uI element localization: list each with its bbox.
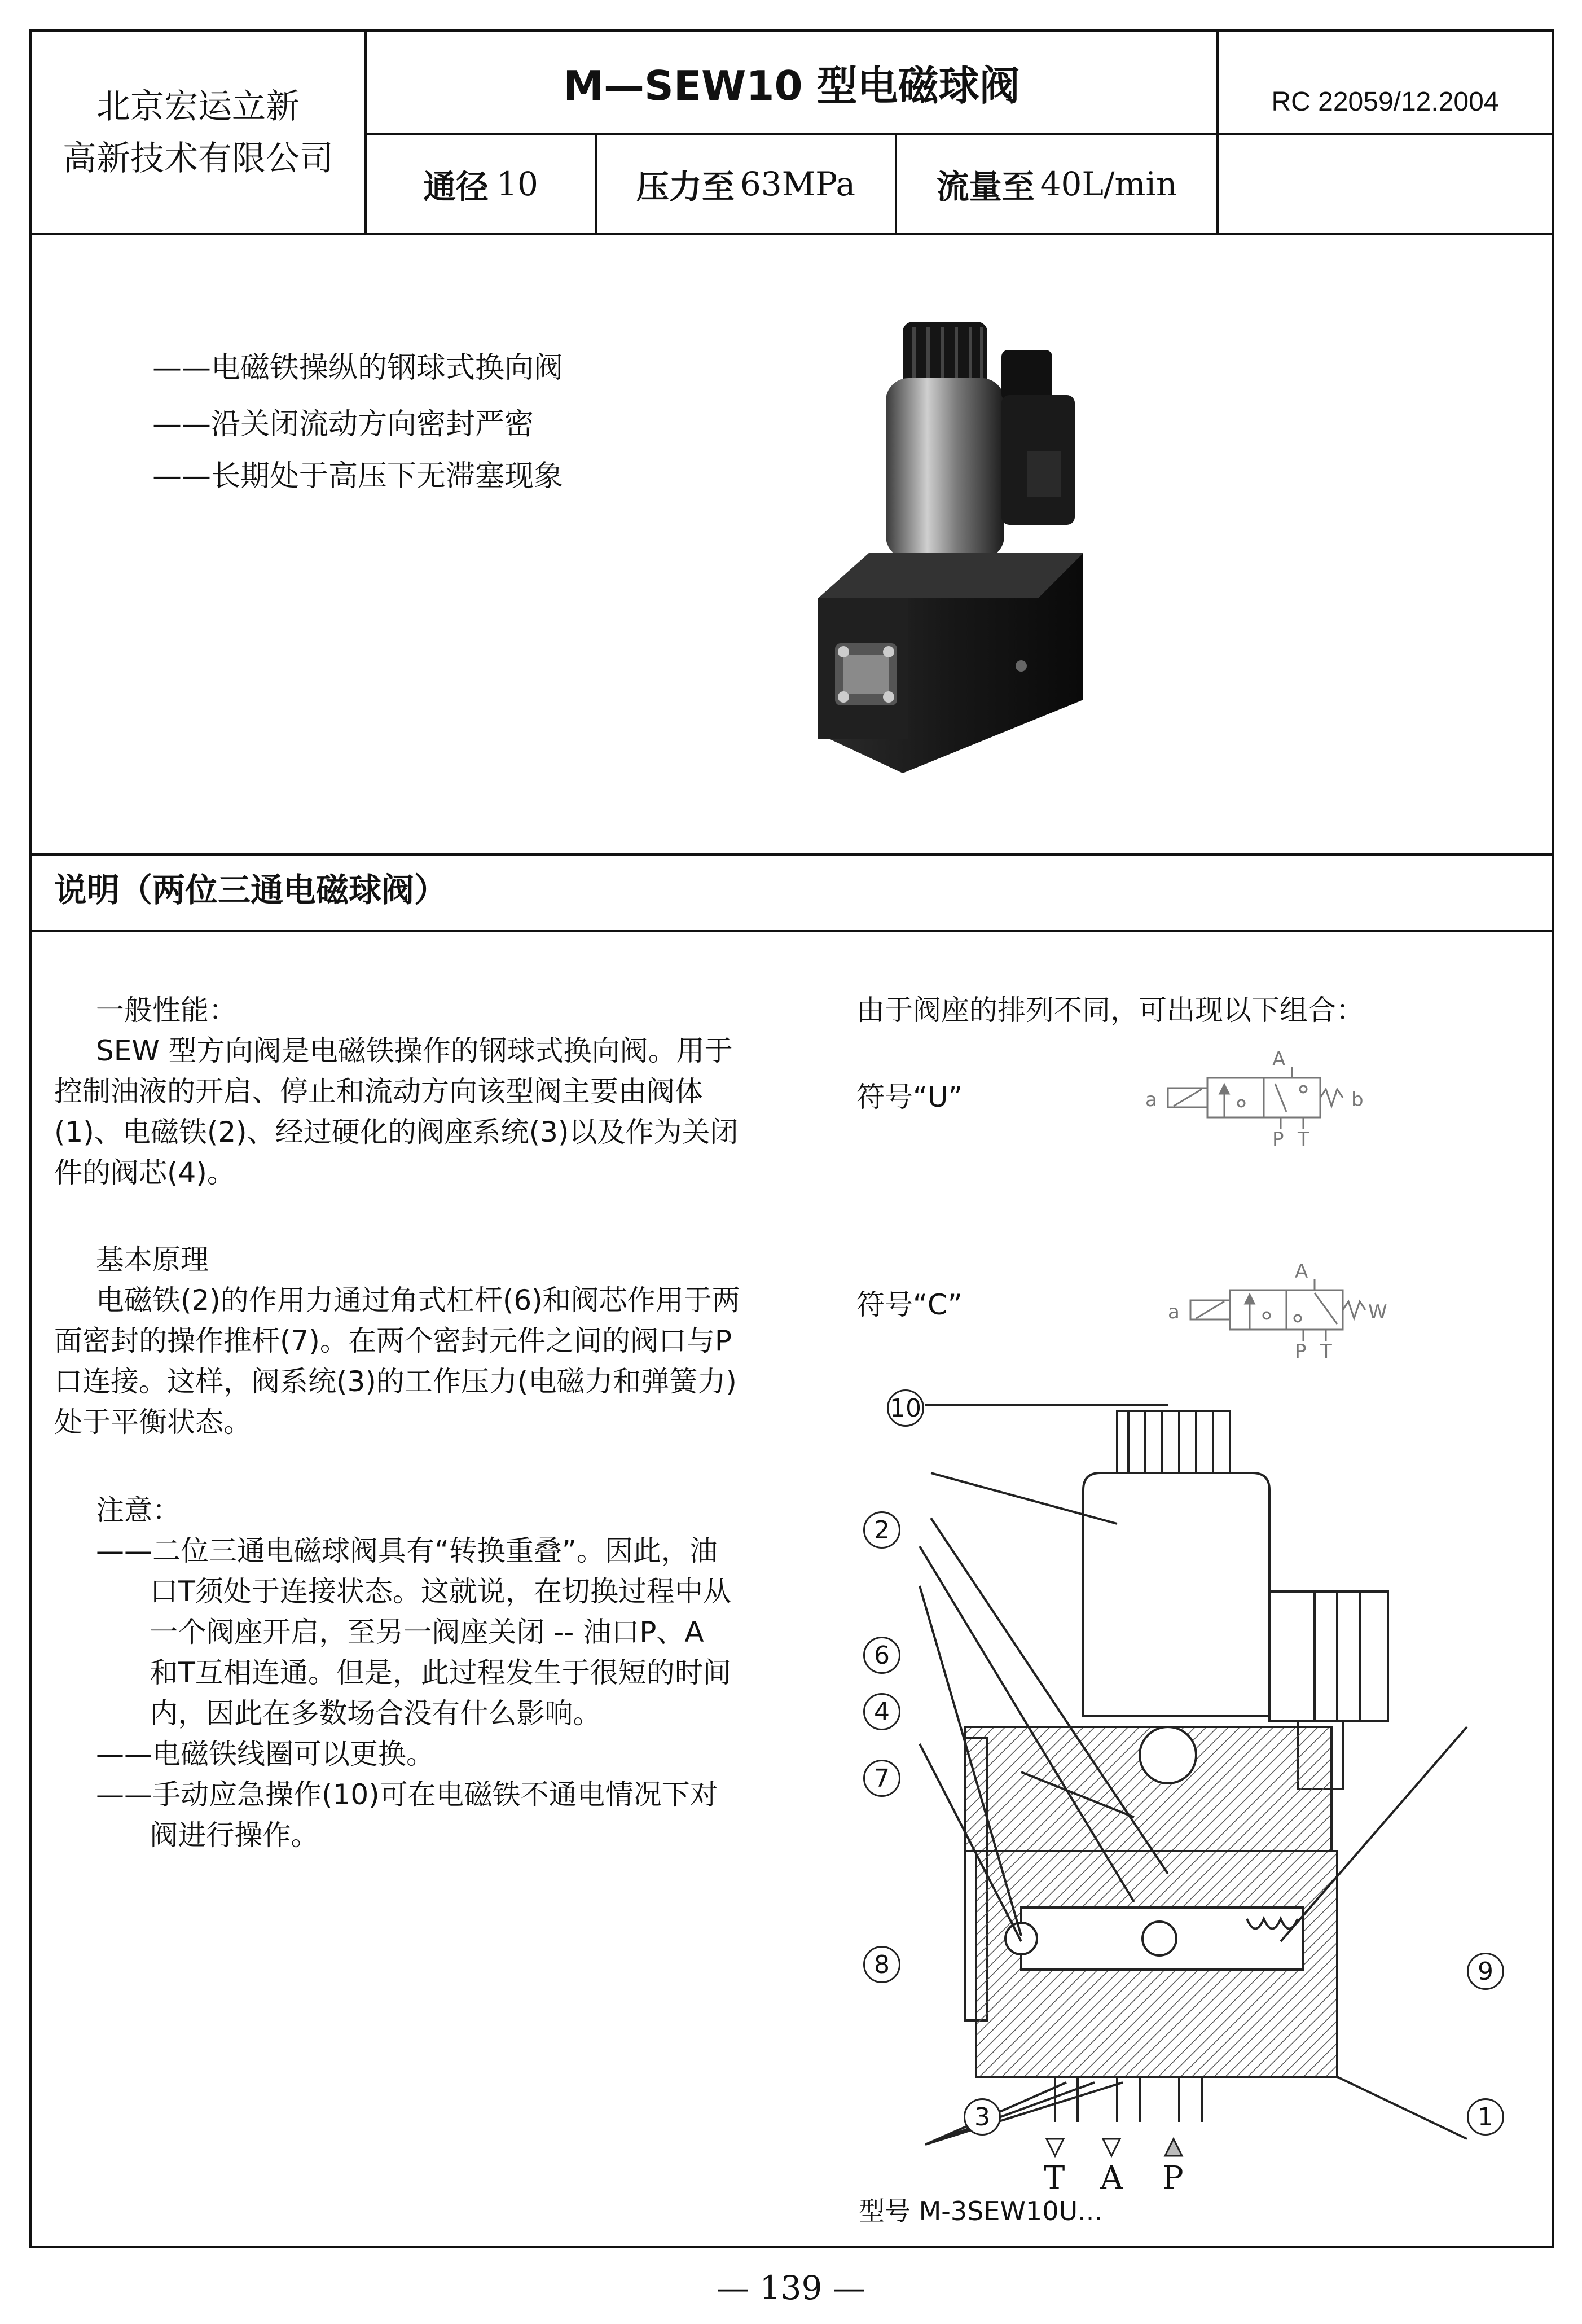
spec-bore-value: 10 (496, 165, 538, 203)
symbol-c-port-t: T (1320, 1340, 1332, 1363)
symbol-c-label-a: a (1168, 1301, 1180, 1323)
valve-photo (801, 305, 1117, 790)
notice-line-8: 阀进行操作。 (96, 1819, 319, 1852)
general-line-2: 控制油液的开启、停止和流动方向该型阀主要由阀体 (54, 1075, 703, 1108)
callout-4: 4 (863, 1693, 900, 1730)
general-line-4: 件的阀芯(4)。 (54, 1156, 235, 1189)
feature-3: ——长期处于高压下无滞塞现象 (152, 459, 564, 493)
callout-7: 7 (863, 1760, 900, 1797)
principle-line-2: 面密封的操作推杆(7)。在两个密封元件之间的阀口与P (54, 1325, 732, 1357)
callout-6: 6 (863, 1637, 900, 1674)
symbol-u-label-b: b (1351, 1089, 1364, 1111)
page-title: M—SEW10 型电磁球阀 (563, 62, 1020, 109)
section-bottom-rule (29, 930, 1554, 932)
general-heading: 一般性能： (96, 994, 237, 1027)
combo-intro: 由于阀座的排列不同，可出现以下组合： (856, 994, 1364, 1027)
spec-flow-value: 40L/min (1040, 165, 1177, 203)
symbol-c-diagram (1151, 1262, 1388, 1363)
port-p-label: P (1162, 2160, 1184, 2196)
notice-line-4: 和T互相连通。但是，此过程发生于很短的时间 (96, 1656, 731, 1689)
notice-line-6: ——电磁铁线圈可以更换。 (96, 1738, 434, 1770)
spec-pressure (597, 135, 895, 233)
principle-line-1: 电磁铁(2)的作用力通过角式杠杆(6)和阀芯作用于两 (96, 1284, 740, 1317)
header-bottom-rule (29, 233, 1554, 235)
company-name (32, 34, 364, 231)
general-line-3: (1)、电磁铁(2)、经过硬化的阀座系统(3)以及作为关闭 (54, 1116, 739, 1148)
spec-pressure-value: 63MPa (740, 165, 856, 203)
symbol-c-label: 符号“C” (856, 1288, 963, 1321)
feature-2: ——沿关闭流动方向密封严密 (152, 407, 534, 441)
port-a-label: A (1100, 2160, 1123, 2196)
model-number: 型号 M-3SEW10U... (859, 2196, 1102, 2226)
page-number: — 139 — (717, 2269, 865, 2307)
symbol-u-port-a: A (1272, 1048, 1286, 1071)
callout-10: 10 (887, 1389, 924, 1427)
port-t-label: T (1044, 2160, 1065, 2196)
symbol-u-port-t: T (1298, 1128, 1309, 1151)
symbol-u-port-p: P (1272, 1128, 1284, 1151)
symbol-c-port-a: A (1295, 1260, 1308, 1283)
spec-flow-label: 流量至 (936, 168, 1035, 206)
principle-heading: 基本原理 (96, 1243, 209, 1276)
section-top-rule (29, 853, 1554, 856)
feature-1: ——电磁铁操纵的钢球式换向阀 (152, 351, 564, 385)
callout-2: 2 (863, 1511, 900, 1549)
company-line1: 北京宏运立新 (96, 87, 300, 126)
spec-bore (367, 135, 595, 233)
spec-flow (897, 135, 1216, 233)
notice-heading: 注意： (96, 1494, 181, 1527)
doc-code: RC 22059/12.2004 (1271, 86, 1499, 117)
symbol-u-diagram (1134, 1050, 1371, 1151)
valve-cross-section (852, 1377, 1529, 2196)
callout-8: 8 (863, 1946, 900, 1983)
company-line2: 高新技术有限公司 (63, 139, 333, 178)
callout-3: 3 (964, 2098, 1001, 2136)
symbol-u-label-a: a (1145, 1089, 1157, 1111)
principle-line-3: 口连接。这样，阀系统(3)的工作压力(电磁力和弹簧力) (54, 1365, 737, 1398)
spec-pressure-label: 压力至 (636, 168, 735, 206)
callout-1: 1 (1467, 2098, 1504, 2136)
notice-line-2: 口T须处于连接状态。这就说，在切换过程中从 (96, 1575, 731, 1608)
general-line-1: SEW 型方向阀是电磁铁操作的钢球式换向阀。用于 (96, 1034, 733, 1067)
notice-line-7: ——手动应急操作(10)可在电磁铁不通电情况下对 (96, 1778, 718, 1811)
section-title: 说明（两位三通电磁球阀） (54, 871, 447, 909)
principle-line-4: 处于平衡状态。 (54, 1406, 252, 1439)
callout-9: 9 (1467, 1953, 1504, 1990)
symbol-c-label-w: W (1368, 1301, 1387, 1323)
notice-line-1: ——二位三通电磁球阀具有“转换重叠”。因此，油 (96, 1534, 718, 1567)
notice-line-3: 一个阀座开启，至另一阀座关闭 -- 油口P、A (96, 1616, 704, 1648)
symbol-c-port-p: P (1295, 1340, 1307, 1363)
symbol-u-label: 符号“U” (856, 1081, 963, 1113)
spec-bore-label: 通径 (423, 168, 489, 206)
notice-line-5: 内，因此在多数场合没有什么影响。 (96, 1697, 601, 1730)
